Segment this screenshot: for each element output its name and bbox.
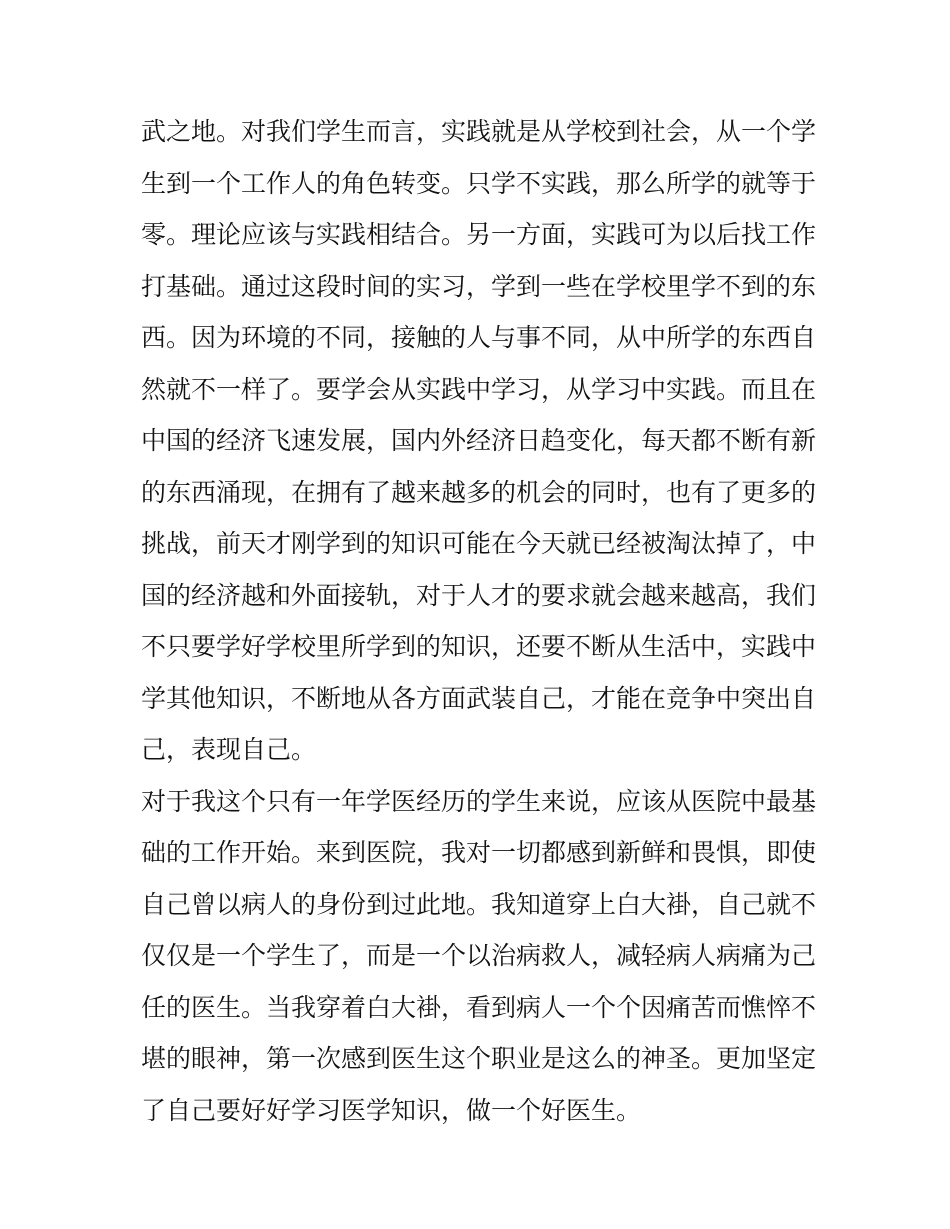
text-line: 然就不一样了。要学会从实践中学习，从学习中实践。而且在 bbox=[141, 374, 817, 404]
text-line: 打基础。通过这段时间的实习，学到一些在学校里学不到的东 bbox=[141, 271, 817, 301]
text-line: 零。理论应该与实践相结合。另一方面，实践可为以后找工作 bbox=[141, 220, 817, 249]
text-line: 挑战，前天才刚学到的知识可能在今天就已经被淘汰掉了，中 bbox=[141, 529, 817, 558]
text-line: 自己曾以病人的身份到过此地。我知道穿上白大褂，自己就不 bbox=[141, 889, 817, 919]
text-line: 的东西涌现，在拥有了越来越多的机会的同时，也有了更多的 bbox=[141, 477, 817, 507]
paragraph-1 bbox=[141, 106, 817, 776]
text-line: 己，表现自己。 bbox=[141, 735, 317, 764]
text-line: 对于我这个只有一年学医经历的学生来说，应该从医院中最基 bbox=[141, 786, 817, 816]
text-line: 了自己要好好学习医学知识，做一个好医生。 bbox=[141, 1095, 642, 1125]
text-line: 西。因为环境的不同，接触的人与事不同，从中所学的东西自 bbox=[141, 323, 817, 352]
text-line: 任的医生。当我穿着白大褂，看到病人一个个因痛苦而憔悴不 bbox=[141, 992, 817, 1022]
text-line: 堪的眼神，第一次感到医生这个职业是这么的神圣。更加坚定 bbox=[141, 1044, 817, 1073]
paragraph-2 bbox=[141, 776, 817, 1137]
text-line: 中国的经济飞速发展，国内外经济日趋变化，每天都不断有新 bbox=[141, 426, 817, 455]
text-line: 不只要学好学校里所学到的知识，还要不断从生活中，实践中 bbox=[141, 632, 817, 661]
text-line: 生到一个工作人的角色转变。只学不实践，那么所学的就等于 bbox=[141, 168, 817, 198]
document-body bbox=[141, 106, 817, 1136]
text-line: 国的经济越和外面接轨，对于人才的要求就会越来越高，我们 bbox=[141, 580, 817, 610]
text-line: 学其他知识，不断地从各方面武装自己，才能在竞争中突出自 bbox=[141, 683, 817, 713]
text-line: 武之地。对我们学生而言，实践就是从学校到社会，从一个学 bbox=[141, 117, 817, 146]
text-line: 仅仅是一个学生了，而是一个以治病救人，减轻病人病痛为己 bbox=[141, 941, 817, 970]
text-line: 础的工作开始。来到医院，我对一切都感到新鲜和畏惧，即使 bbox=[141, 838, 817, 867]
